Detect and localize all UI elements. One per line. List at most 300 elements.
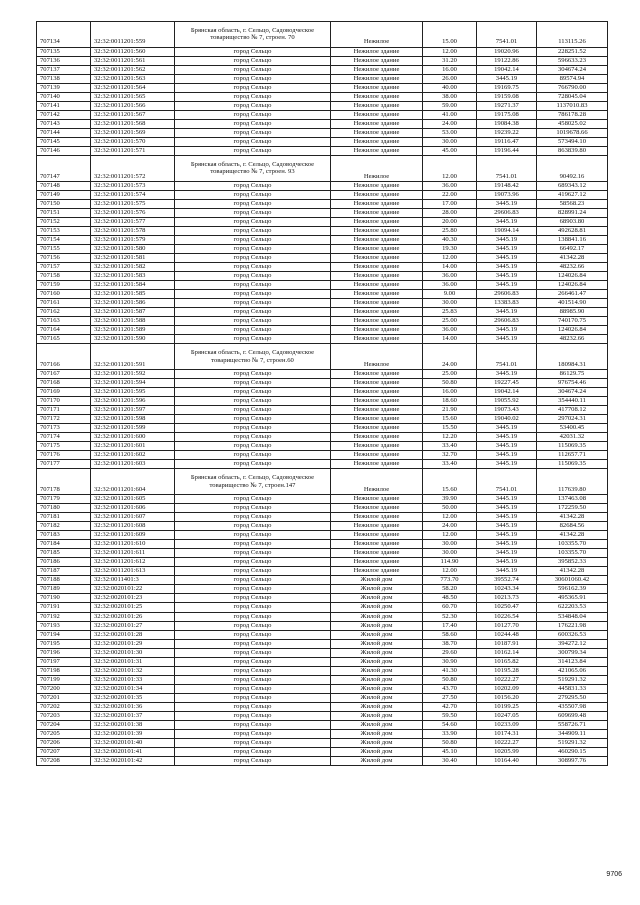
- cell-rate: 3445.19: [477, 369, 537, 378]
- cell-area: 38.00: [423, 92, 477, 101]
- cell-value: 115069.35: [537, 442, 608, 451]
- cell-id: 707150: [37, 199, 91, 208]
- table-row: [37, 639, 608, 648]
- cell-value: 266461.47: [537, 290, 608, 299]
- cell-id: 707190: [37, 594, 91, 603]
- cell-value: 138841.16: [537, 235, 608, 244]
- table-row: [37, 119, 608, 128]
- table-row: [37, 208, 608, 217]
- table-row: [37, 712, 608, 721]
- cell-rate: 19042.14: [477, 388, 537, 397]
- cell-cadastral: 32:32:0011201:585: [91, 290, 175, 299]
- cell-value: 112657.71: [537, 451, 608, 460]
- cell-id: 707153: [37, 226, 91, 235]
- cell-area: 28.00: [423, 208, 477, 217]
- cell-cadastral: 32:32:0020101:37: [91, 712, 175, 721]
- cell-address: город Сельцо: [175, 522, 331, 531]
- cell-type: Жилой дом: [331, 721, 423, 730]
- cell-cadastral: 32:32:0011201:590: [91, 335, 175, 344]
- cell-cadastral: 32:32:0011201:609: [91, 531, 175, 540]
- table-row: [37, 730, 608, 739]
- cell-rate: 3445.19: [477, 281, 537, 290]
- cell-value: 492628.81: [537, 226, 608, 235]
- cell-cadastral: 32:32:0020101:31: [91, 657, 175, 666]
- cell-cadastral: 32:32:0011201:602: [91, 451, 175, 460]
- cell-rate: 19227.45: [477, 378, 537, 387]
- table-row: [37, 567, 608, 576]
- cell-cadastral: 32:32:0020101:29: [91, 639, 175, 648]
- cell-rate: 3445.19: [477, 522, 537, 531]
- cell-type: Нежилое здание: [331, 181, 423, 190]
- cell-value: 354440.11: [537, 397, 608, 406]
- cell-area: 59.50: [423, 712, 477, 721]
- cell-rate: 19084.38: [477, 119, 537, 128]
- cell-id: 707176: [37, 451, 91, 460]
- cell-cadastral: 32:32:0020101:41: [91, 748, 175, 757]
- cell-rate: 19159.08: [477, 92, 537, 101]
- table-row: [37, 666, 608, 675]
- cell-area: 30.00: [423, 137, 477, 146]
- cell-id: 707142: [37, 110, 91, 119]
- cell-type: Нежилое: [331, 469, 423, 495]
- cell-cadastral: 32:32:0020101:30: [91, 648, 175, 657]
- cell-value: 42031.32: [537, 433, 608, 442]
- table-row: [37, 693, 608, 702]
- cell-id: 707184: [37, 540, 91, 549]
- cell-area: 12.00: [423, 513, 477, 522]
- cell-value: 435507.98: [537, 703, 608, 712]
- table-row: [37, 424, 608, 433]
- cell-address: город Сельцо: [175, 128, 331, 137]
- cell-value: 421065.06: [537, 666, 608, 675]
- table-row: [37, 317, 608, 326]
- cell-area: 38.70: [423, 639, 477, 648]
- table-row: [37, 378, 608, 387]
- cell-rate: 13383.83: [477, 299, 537, 308]
- cell-area: 25.83: [423, 308, 477, 317]
- table-row: [37, 217, 608, 226]
- table-row: [37, 74, 608, 83]
- cell-type: Нежилое здание: [331, 378, 423, 387]
- cell-address: город Сельцо: [175, 503, 331, 512]
- cell-value: 41342.28: [537, 531, 608, 540]
- cell-address: город Сельцо: [175, 558, 331, 567]
- cell-type: Нежилое здание: [331, 540, 423, 549]
- cell-area: 41.30: [423, 666, 477, 675]
- cell-address: город Сельцо: [175, 101, 331, 110]
- cell-value: 66492.17: [537, 244, 608, 253]
- cell-rate: 10165.82: [477, 657, 537, 666]
- cell-id: 707172: [37, 415, 91, 424]
- cell-value: 460290.15: [537, 748, 608, 757]
- cell-rate: 19042.14: [477, 65, 537, 74]
- cell-type: Нежилое здание: [331, 503, 423, 512]
- cell-type: Нежилое здание: [331, 208, 423, 217]
- table-row: [37, 469, 608, 495]
- cell-rate: 10243.34: [477, 585, 537, 594]
- cell-address: город Сельцо: [175, 83, 331, 92]
- table-row: [37, 513, 608, 522]
- cell-type: Жилой дом: [331, 703, 423, 712]
- cell-id: 707185: [37, 549, 91, 558]
- cell-area: 36.00: [423, 326, 477, 335]
- cell-area: 114.90: [423, 558, 477, 567]
- cell-area: 24.00: [423, 344, 477, 370]
- table-row: [37, 101, 608, 110]
- cell-value: 124026.84: [537, 326, 608, 335]
- table-row: [37, 415, 608, 424]
- cell-rate: 10202.09: [477, 684, 537, 693]
- cell-id: 707208: [37, 757, 91, 766]
- cell-rate: 3445.19: [477, 326, 537, 335]
- cell-type: Нежилое здание: [331, 281, 423, 290]
- cell-id: 707139: [37, 83, 91, 92]
- table-row: [37, 460, 608, 469]
- cell-rate: 10164.40: [477, 757, 537, 766]
- cell-rate: 3445.19: [477, 460, 537, 469]
- cell-id: 707146: [37, 147, 91, 156]
- cell-rate: 10250.47: [477, 603, 537, 612]
- cell-rate: 19073.43: [477, 406, 537, 415]
- cell-area: 58.20: [423, 585, 477, 594]
- cell-type: Нежилое здание: [331, 442, 423, 451]
- cell-id: 707151: [37, 208, 91, 217]
- cell-value: 558726.71: [537, 721, 608, 730]
- table-row: [37, 128, 608, 137]
- cell-address: город Сельцо: [175, 272, 331, 281]
- cell-type: Жилой дом: [331, 648, 423, 657]
- cell-area: 60.70: [423, 603, 477, 612]
- cell-type: Нежилое здание: [331, 531, 423, 540]
- cell-rate: 3445.19: [477, 253, 537, 262]
- cell-rate: 3445.19: [477, 558, 537, 567]
- cell-cadastral: 32:32:0011201:611: [91, 549, 175, 558]
- cell-rate: 3445.19: [477, 549, 537, 558]
- cell-address: город Сельцо: [175, 494, 331, 503]
- table-row: [37, 326, 608, 335]
- cell-area: 15.60: [423, 415, 477, 424]
- cell-rate: 19055.92: [477, 397, 537, 406]
- cell-id: 707147: [37, 156, 91, 182]
- cell-value: 534848.04: [537, 612, 608, 621]
- table-row: [37, 56, 608, 65]
- cell-id: 707197: [37, 657, 91, 666]
- cell-address: город Сельцо: [175, 181, 331, 190]
- cell-value: 41342.28: [537, 567, 608, 576]
- cell-cadastral: 32:32:0011201:570: [91, 137, 175, 146]
- cell-id: 707134: [37, 22, 91, 48]
- table-row: [37, 494, 608, 503]
- cell-id: 707171: [37, 406, 91, 415]
- cell-rate: 10174.31: [477, 730, 537, 739]
- cell-id: 707178: [37, 469, 91, 495]
- cell-id: 707140: [37, 92, 91, 101]
- cell-area: 9.00: [423, 290, 477, 299]
- cadastral-table: [36, 21, 608, 766]
- cell-address: город Сельцо: [175, 326, 331, 335]
- cell-cadastral: 32:32:0011201:578: [91, 226, 175, 235]
- cell-type: Нежилое здание: [331, 290, 423, 299]
- cell-value: 172259.50: [537, 503, 608, 512]
- cell-rate: 3445.19: [477, 335, 537, 344]
- cell-cadastral: 32:32:0020101:36: [91, 703, 175, 712]
- cell-id: 707186: [37, 558, 91, 567]
- cell-rate: 19122.86: [477, 56, 537, 65]
- cell-id: 707160: [37, 290, 91, 299]
- cell-address: город Сельцо: [175, 460, 331, 469]
- cell-id: 707193: [37, 621, 91, 630]
- table-body: [37, 22, 608, 766]
- cell-id: 707187: [37, 567, 91, 576]
- table-row: [37, 281, 608, 290]
- cell-value: 279295.50: [537, 693, 608, 702]
- cell-type: Нежилое здание: [331, 147, 423, 156]
- cell-type: Нежилое здание: [331, 74, 423, 83]
- cell-address: город Сельцо: [175, 190, 331, 199]
- cell-id: 707205: [37, 730, 91, 739]
- cell-cadastral: 32:32:0011201:601: [91, 442, 175, 451]
- cell-area: 40.00: [423, 83, 477, 92]
- cell-value: 863839.80: [537, 147, 608, 156]
- cell-address: город Сельцо: [175, 576, 331, 585]
- cell-area: 48.50: [423, 594, 477, 603]
- cell-id: 707166: [37, 344, 91, 370]
- table-row: [37, 531, 608, 540]
- table-row: [37, 748, 608, 757]
- cell-cadastral: 32:32:0011201:605: [91, 494, 175, 503]
- cell-cadastral: 32:32:0011201:574: [91, 190, 175, 199]
- cell-id: 707188: [37, 576, 91, 585]
- cell-address: город Сельцо: [175, 721, 331, 730]
- cell-cadastral: 32:32:0011201:560: [91, 47, 175, 56]
- cell-area: 19.30: [423, 244, 477, 253]
- cell-id: 707144: [37, 128, 91, 137]
- cell-rate: 19073.96: [477, 190, 537, 199]
- cell-type: Жилой дом: [331, 666, 423, 675]
- cell-address: город Сельцо: [175, 199, 331, 208]
- cell-area: 25.80: [423, 226, 477, 235]
- cell-cadastral: 32:32:0011201:559: [91, 22, 175, 48]
- cell-type: Жилой дом: [331, 621, 423, 630]
- cell-address: город Сельцо: [175, 648, 331, 657]
- table-row: [37, 22, 608, 48]
- cell-value: 419627.12: [537, 190, 608, 199]
- cell-cadastral: 32:32:0011201:589: [91, 326, 175, 335]
- cell-rate: 3445.19: [477, 567, 537, 576]
- cell-area: 45.00: [423, 147, 477, 156]
- cell-rate: 39552.74: [477, 576, 537, 585]
- cell-cadastral: 32:32:0011201:564: [91, 83, 175, 92]
- cell-area: 24.00: [423, 119, 477, 128]
- table-row: [37, 585, 608, 594]
- cell-value: 609699.48: [537, 712, 608, 721]
- cell-area: 12.00: [423, 253, 477, 262]
- cell-address: город Сельцо: [175, 235, 331, 244]
- cell-area: 12.00: [423, 567, 477, 576]
- cell-address: город Сельцо: [175, 226, 331, 235]
- cell-cadastral: 32:32:0020101:40: [91, 739, 175, 748]
- cell-address: город Сельцо: [175, 244, 331, 253]
- cell-area: 22.00: [423, 190, 477, 199]
- cell-id: 707149: [37, 190, 91, 199]
- cell-id: 707189: [37, 585, 91, 594]
- table-row: [37, 181, 608, 190]
- cell-type: Жилой дом: [331, 630, 423, 639]
- cell-address: город Сельцо: [175, 424, 331, 433]
- cell-cadastral: 32:32:0011201:591: [91, 344, 175, 370]
- cell-area: 33.40: [423, 460, 477, 469]
- page-number: 9706: [606, 871, 622, 878]
- cell-rate: 10195.28: [477, 666, 537, 675]
- cell-cadastral: 32:32:0020101:34: [91, 684, 175, 693]
- cell-type: Нежилое здание: [331, 494, 423, 503]
- cell-address: город Сельцо: [175, 630, 331, 639]
- cell-address: Брянская область, г. Сельцо, Садоводческое товарищество № 7, строен. 70: [175, 22, 331, 48]
- cell-address: город Сельцо: [175, 549, 331, 558]
- cell-rate: 3445.19: [477, 199, 537, 208]
- cell-cadastral: 32:32:0011201:613: [91, 567, 175, 576]
- cell-rate: 3445.19: [477, 531, 537, 540]
- cell-area: 24.00: [423, 522, 477, 531]
- table-row: [37, 137, 608, 146]
- table-row: [37, 290, 608, 299]
- cell-address: город Сельцо: [175, 703, 331, 712]
- cell-address: город Сельцо: [175, 531, 331, 540]
- cell-value: 117639.80: [537, 469, 608, 495]
- cell-type: Жилой дом: [331, 712, 423, 721]
- cell-area: 773.70: [423, 576, 477, 585]
- cell-area: 15.50: [423, 424, 477, 433]
- cell-id: 707161: [37, 299, 91, 308]
- cell-cadastral: 32:32:0011201:597: [91, 406, 175, 415]
- cell-cadastral: 32:32:0011201:595: [91, 388, 175, 397]
- cell-id: 707170: [37, 397, 91, 406]
- cell-cadastral: 32:32:0020101:39: [91, 730, 175, 739]
- cell-cadastral: 32:32:0020101:38: [91, 721, 175, 730]
- cell-rate: 10226.54: [477, 612, 537, 621]
- cell-type: Нежилое здание: [331, 326, 423, 335]
- cell-value: 88985.90: [537, 308, 608, 317]
- cell-id: 707148: [37, 181, 91, 190]
- cell-type: Нежилое здание: [331, 128, 423, 137]
- cell-area: 27.50: [423, 693, 477, 702]
- cell-value: 30601060.42: [537, 576, 608, 585]
- cell-rate: 7541.01: [477, 22, 537, 48]
- cell-value: 304674.24: [537, 388, 608, 397]
- cell-id: 707167: [37, 369, 91, 378]
- cell-address: город Сельцо: [175, 217, 331, 226]
- cell-type: Нежилое здание: [331, 217, 423, 226]
- cell-cadastral: 32:32:0020101:32: [91, 666, 175, 675]
- cell-id: 707164: [37, 326, 91, 335]
- table-row: [37, 612, 608, 621]
- table-row: [37, 110, 608, 119]
- table-row: [37, 675, 608, 684]
- cell-cadastral: 32:32:0011201:561: [91, 56, 175, 65]
- cell-cadastral: 32:32:0011201:599: [91, 424, 175, 433]
- cell-cadastral: 32:32:0011401:3: [91, 576, 175, 585]
- cell-cadastral: 32:32:0011201:584: [91, 281, 175, 290]
- cell-value: 344909.11: [537, 730, 608, 739]
- table-row: [37, 397, 608, 406]
- cell-value: 48232.66: [537, 335, 608, 344]
- cell-rate: 3445.19: [477, 235, 537, 244]
- cell-cadastral: 32:32:0011201:594: [91, 378, 175, 387]
- cell-type: Нежилое здание: [331, 369, 423, 378]
- cell-id: 707192: [37, 612, 91, 621]
- cell-cadastral: 32:32:0011201:600: [91, 433, 175, 442]
- table-row: [37, 156, 608, 182]
- cell-address: город Сельцо: [175, 712, 331, 721]
- cell-cadastral: 32:32:0011201:562: [91, 65, 175, 74]
- cell-address: город Сельцо: [175, 757, 331, 766]
- table-row: [37, 540, 608, 549]
- cell-id: 707198: [37, 666, 91, 675]
- registry-sheet: [36, 21, 607, 766]
- cell-type: Нежилое здание: [331, 433, 423, 442]
- cell-address: город Сельцо: [175, 730, 331, 739]
- cell-rate: 7541.01: [477, 156, 537, 182]
- cell-id: 707159: [37, 281, 91, 290]
- cell-area: 30.00: [423, 549, 477, 558]
- cell-value: 314123.84: [537, 657, 608, 666]
- cell-value: 394272.12: [537, 639, 608, 648]
- cell-area: 25.00: [423, 369, 477, 378]
- cell-rate: 19148.42: [477, 181, 537, 190]
- cell-rate: 19040.02: [477, 415, 537, 424]
- cell-type: Жилой дом: [331, 576, 423, 585]
- cell-cadastral: 32:32:0011201:604: [91, 469, 175, 495]
- cell-address: город Сельцо: [175, 388, 331, 397]
- cell-area: 17.00: [423, 199, 477, 208]
- table-row: [37, 272, 608, 281]
- cell-address: город Сельцо: [175, 621, 331, 630]
- cell-type: Нежилое здание: [331, 549, 423, 558]
- cell-rate: 3445.19: [477, 74, 537, 83]
- cell-area: 25.00: [423, 317, 477, 326]
- cell-address: Брянская область, г. Сельцо, Садоводческое товарищество № 7, строен.60: [175, 344, 331, 370]
- cell-cadastral: 32:32:0011201:573: [91, 181, 175, 190]
- table-row: [37, 299, 608, 308]
- cell-rate: 29606.83: [477, 317, 537, 326]
- table-row: [37, 576, 608, 585]
- cell-id: 707202: [37, 703, 91, 712]
- cell-cadastral: 32:32:0011201:610: [91, 540, 175, 549]
- table-row: [37, 549, 608, 558]
- cell-id: 707203: [37, 712, 91, 721]
- cell-id: 707137: [37, 65, 91, 74]
- cell-type: Нежилое здание: [331, 199, 423, 208]
- cell-type: Нежилое здание: [331, 83, 423, 92]
- cell-rate: 19094.14: [477, 226, 537, 235]
- table-row: [37, 253, 608, 262]
- cell-cadastral: 32:32:0011201:566: [91, 101, 175, 110]
- cell-value: 596633.23: [537, 56, 608, 65]
- table-row: [37, 603, 608, 612]
- cell-type: Нежилое здание: [331, 558, 423, 567]
- cell-address: город Сельцо: [175, 612, 331, 621]
- cell-type: Жилой дом: [331, 594, 423, 603]
- cell-address: город Сельцо: [175, 290, 331, 299]
- cell-area: 21.90: [423, 406, 477, 415]
- cell-address: город Сельцо: [175, 433, 331, 442]
- cell-address: город Сельцо: [175, 147, 331, 156]
- cell-type: Жилой дом: [331, 739, 423, 748]
- table-row: [37, 684, 608, 693]
- table-row: [37, 190, 608, 199]
- cell-cadastral: 32:32:0020101:28: [91, 630, 175, 639]
- cell-address: город Сельцо: [175, 675, 331, 684]
